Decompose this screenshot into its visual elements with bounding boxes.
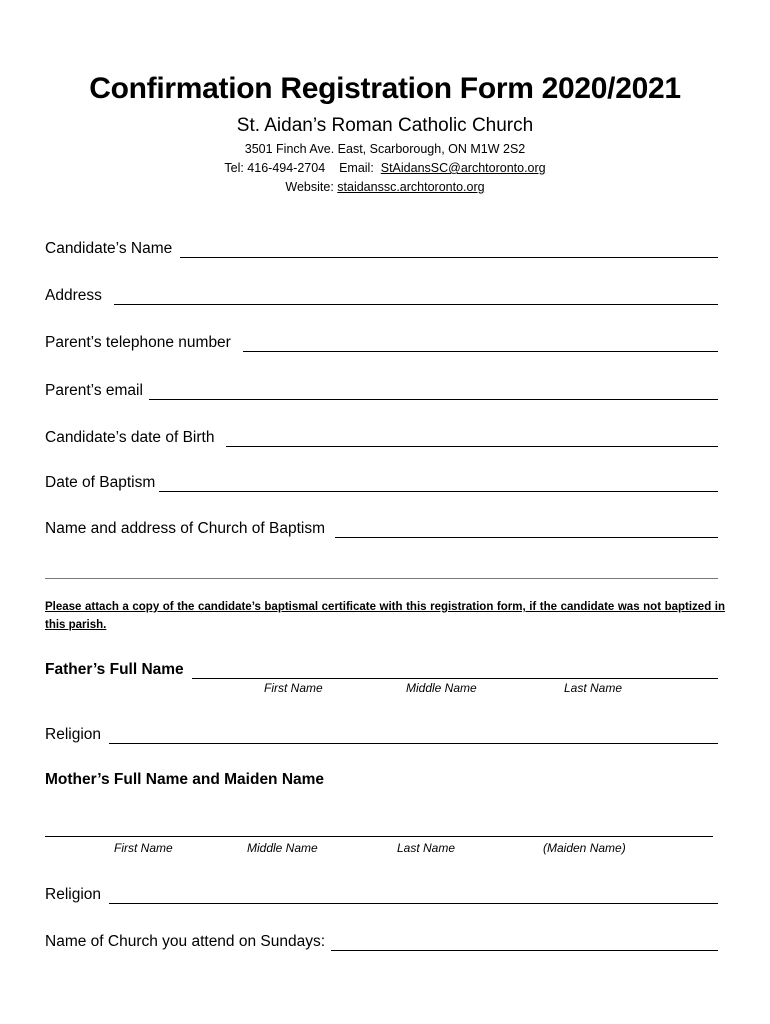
church-address: 3501 Finch Ave. East, Scarborough, ON M1W 2S2 <box>244 142 526 156</box>
mother-name-line[interactable] <box>45 836 713 837</box>
church-name: St. Aidan’s Roman Catholic Church <box>236 115 534 136</box>
father-name-label: Father’s Full Name <box>45 661 184 678</box>
church-website <box>0 180 770 194</box>
sunday-church-line[interactable] <box>331 934 718 951</box>
father-first-name-sublabel: First Name <box>264 681 323 695</box>
baptismal-certificate-notice: Please attach a copy of the candidate’s baptismal certificate with this registration form, if the candidate was not baptized in this parish. <box>45 601 725 631</box>
baptism-church-extra-line[interactable] <box>45 578 718 579</box>
mother-religion-label: Religion <box>45 886 102 903</box>
father-religion-label: Religion <box>45 726 102 743</box>
website-label: Website: <box>285 180 334 194</box>
mother-first-name-sublabel: First Name <box>114 841 173 855</box>
parent-email-label: Parent’s email <box>45 382 143 399</box>
mother-religion-line[interactable] <box>109 887 718 904</box>
candidate-name-label: Candidate’s Name <box>45 240 173 257</box>
baptism-church-line[interactable] <box>335 521 718 538</box>
candidate-name-line[interactable] <box>180 241 718 258</box>
baptism-date-line[interactable] <box>159 475 718 492</box>
parent-phone-field[interactable] <box>45 332 718 352</box>
sunday-church-label: Name of Church you attend on Sundays: <box>45 933 326 950</box>
church-contact <box>0 161 770 175</box>
mother-last-name-sublabel: Last Name <box>397 841 456 855</box>
parent-email-field[interactable] <box>45 380 718 400</box>
baptism-date-label: Date of Baptism <box>45 474 156 491</box>
father-religion-field[interactable] <box>45 724 718 744</box>
baptism-church-label: Name and address of Church of Baptism <box>45 520 325 537</box>
father-name-field[interactable] <box>45 659 718 679</box>
baptism-church-field[interactable] <box>45 518 718 538</box>
church-website-link[interactable]: staidanssc.archtoronto.org <box>337 180 485 194</box>
email-label: Email: <box>339 161 374 175</box>
candidate-dob-field[interactable] <box>45 427 718 447</box>
candidate-name-field[interactable] <box>45 238 718 258</box>
parent-email-line[interactable] <box>149 383 718 400</box>
candidate-dob-line[interactable] <box>226 430 718 447</box>
father-middle-name-sublabel: Middle Name <box>406 681 477 695</box>
sunday-church-field[interactable] <box>45 931 718 951</box>
form-title: Confirmation Registration Form 2020/2021 <box>89 72 681 105</box>
parent-phone-label: Parent’s telephone number <box>45 334 231 351</box>
mother-religion-field[interactable] <box>45 884 718 904</box>
baptism-date-field[interactable] <box>45 472 718 492</box>
address-label: Address <box>45 287 102 304</box>
mother-middle-name-sublabel: Middle Name <box>247 841 318 855</box>
address-line[interactable] <box>114 288 718 305</box>
father-name-line[interactable] <box>192 662 718 679</box>
candidate-dob-label: Candidate’s date of Birth <box>45 429 215 446</box>
church-email-link[interactable]: StAidansSC@archtoronto.org <box>380 161 546 175</box>
father-religion-line[interactable] <box>109 727 718 744</box>
parent-phone-line[interactable] <box>243 335 718 352</box>
church-telephone: Tel: 416-494-2704 <box>224 161 326 175</box>
mother-maiden-name-sublabel: (Maiden Name) <box>543 841 626 855</box>
father-last-name-sublabel: Last Name <box>564 681 623 695</box>
address-field[interactable] <box>45 285 718 305</box>
mother-name-heading: Mother’s Full Name and Maiden Name <box>45 771 325 788</box>
